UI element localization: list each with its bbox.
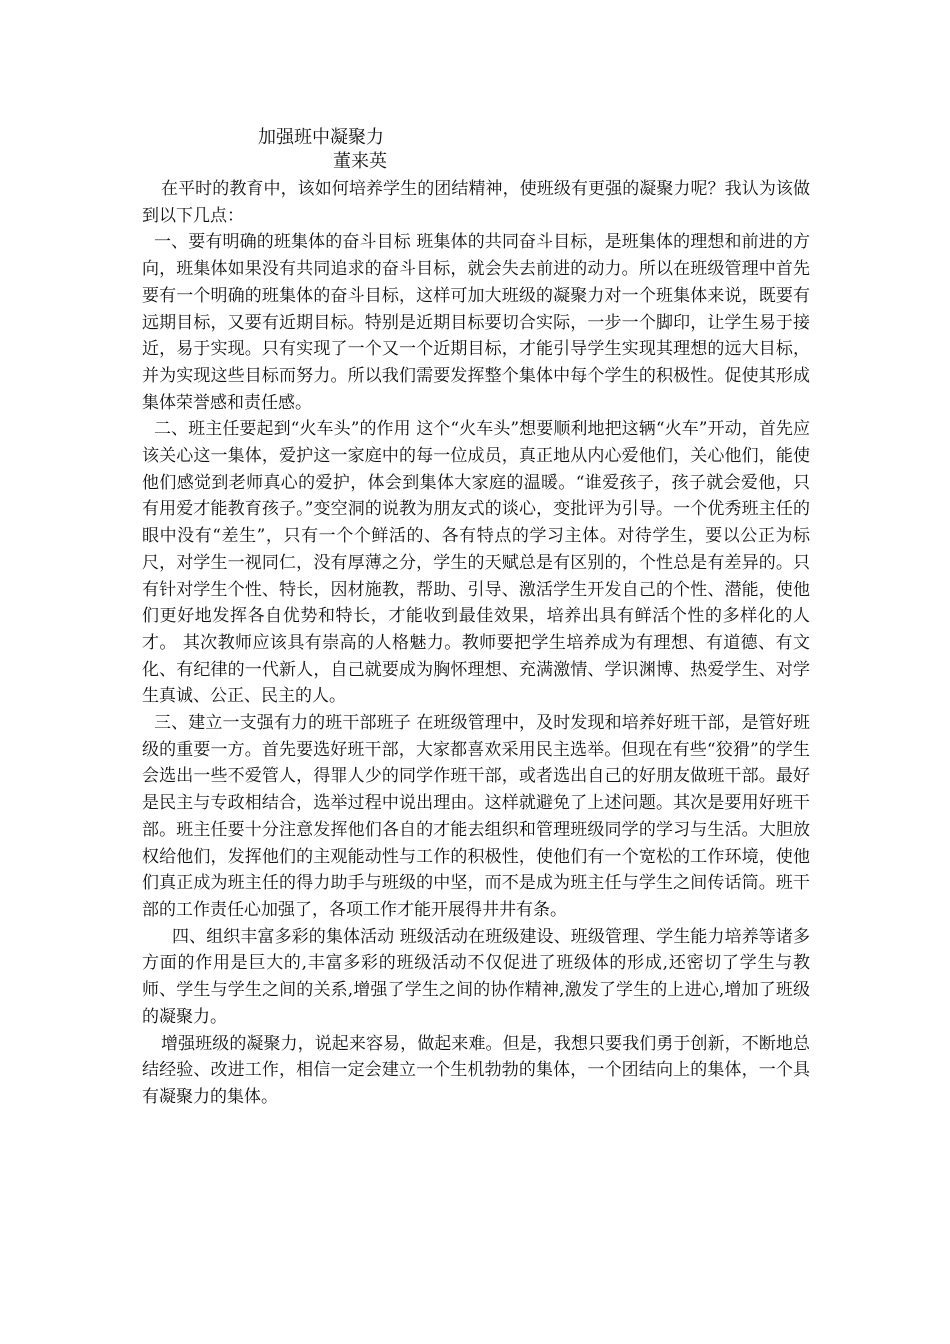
conclusion-paragraph: 增强班级的凝聚力，说起来容易，做起来难。但是，我想只要我们勇于创新，不断地总结经验、改进工作，相信一定会建立一个生机勃勃的集体，一个团结向上的集体，一个具有凝聚力的集体。 [142,1033,810,1107]
document-body [142,176,810,1111]
document-title: 加强班中凝聚力 [258,127,384,148]
section-one-paragraph: 一、要有明确的班集体的奋斗目标 班集体的共同奋斗目标，是班集体的理想和前进的方向，班集体如果没有共同追求的奋斗目标，就会失去前进的动力。所以在班级管理中首先要有一个明确的班集体的奋斗目标，这样可加大班级的凝聚力对一个班集体来说，既要有远期目标，又要有近期目标。特别是近期目标要切合实际，一步一个脚印，让学生易于接近，易于实现。只有实现了一个又一个近期目标，才能引导学生实现其理想的远大目标，并为实现这些目标而努力。所以我们需要发挥整个集体中每个学生的积极性。促使其形成集体荣誉感和责任感。 [142,232,810,413]
section-three-paragraph: 三、建立一支强有力的班干部班子 在班级管理中，及时发现和培养好班干部，是管好班级的重要一方。首先要选好班干部，大家都喜欢采用民主选举。但现在有些“狡猾”的学生会选出一些不爱管人，得罪人少的同学作班干部，或者选出自己的好朋友做班干部。最好是民主与专政相结合，选举过程中说出理由。这样就避免了上述问题。其次是要用好班干部。班主任要十分注意发挥他们各自的才能去组织和管理班级同学的学习与生活。大胆放权给他们，发挥他们的主观能动性与工作的积极性，使他们有一个宽松的工作环境，使他们真正成为班主任的得力助手与班级的中坚，而不是成为班主任与学生之间传话筒。班干部的工作责任心加强了，各项工作才能开展得井井有条。 [142,713,810,920]
section-four-paragraph: 四、组织丰富多彩的集体活动 班级活动在班级建设、班级管理、学生能力培养等诸多方面的作用是巨大的,丰富多彩的班级活动不仅促进了班级体的形成,还密切了学生与教师、学生与学生之间的关系,增强了学生之间的协作精神,激发了学生的上进心,增加了班级的凝聚力。 [142,926,810,1027]
intro-paragraph: 在平时的教育中，该如何培养学生的团结精神，使班级有更强的凝聚力呢？我认为该做到以下几点： [142,179,810,226]
document-author: 董来英 [333,151,387,172]
section-two-paragraph: 二、班主任要起到“火车头”的作用 这个“火车头”想要顺利地把这辆“火车”开动，首先应该关心这一集体，爱护这一家庭中的每一位成员，真正地从内心爱他们，关心他们，能使他们感觉到老师真心的爱护，体会到集体大家庭的温暖。“谁爱孩子，孩子就会爱他，只有用爱才能教育孩子。”变空洞的说教为朋友式的谈心，变批评为引导。一个优秀班主任的眼中没有“差生”，只有一个个鲜活的、各有特点的学习主体。对待学生，要以公正为标尺，对学生一视同仁，没有厚薄之分，学生的天赋总是有区别的，个性总是有差异的。只有针对学生个性、特长，因材施教，帮助、引导、激活学生开发自己的个性、潜能，使他们更好地发挥各自优势和特长，才能收到最佳效果，培养出具有鲜活个性的多样化的人才。 其次教师应该具有崇高的人格魅力。教师要把学生培养成为有理想、有道德、有文化、有纪律的一代新人，自己就要成为胸怀理想、充满激情、学识渊博、热爱学生、对学生真诚、公正、民主的人。 [142,419,810,707]
